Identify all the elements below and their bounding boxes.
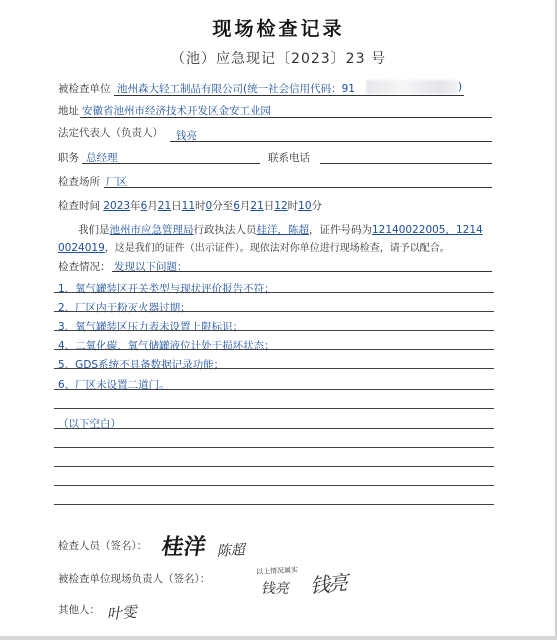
time-label: 检查时间 xyxy=(58,200,100,212)
inspected-unit-label: 被检查单位 xyxy=(58,83,111,95)
time-year-unit: 年 xyxy=(130,200,141,212)
site-person-signature-1: 钱亮 xyxy=(260,581,292,597)
intro-text-4: ，这是我们的证件（出示证件）。现依法对你单位进行现场检查，请予以配合。 xyxy=(104,243,450,254)
time-hour1-unit: 时 xyxy=(195,200,206,212)
intro-cert-2: 0024019 xyxy=(58,242,105,254)
time-day1: 21 xyxy=(157,200,172,212)
intro-text-2: 行政执法人员 xyxy=(193,224,257,236)
issue-item: 5、GDS系统不具备数据记录功能； xyxy=(58,359,225,371)
inspection-time xyxy=(58,198,322,213)
document-number: （池）应急现记〔2023〕23 号 xyxy=(171,51,386,67)
inspected-unit-value: 池州森大轻工制品有限公司(统一社会信用代码：91 xyxy=(117,83,355,95)
legal-rep-value: 钱亮 xyxy=(176,130,197,142)
issue-item: 2、厂区内干粉灭火器过期； xyxy=(58,302,191,314)
phone-label: 联系电话 xyxy=(268,152,310,164)
issue-rule xyxy=(54,349,494,350)
site-person-signature-note: 以上情况属实 xyxy=(255,565,299,577)
time-month2: 6 xyxy=(233,200,240,212)
position-underline xyxy=(82,163,260,164)
issue-rule xyxy=(54,330,494,331)
time-hour2: 12 xyxy=(274,200,288,212)
site-person-signature-label: 被检查单位现场负责人（签名）： xyxy=(58,573,211,585)
inspector-signature-1: 桂洋 xyxy=(159,534,208,560)
issue-rule xyxy=(54,368,494,369)
address-value: 安徽省池州市经济技术开发区金安工业园 xyxy=(82,105,271,117)
issue-item: 1、氧气罐装区开关类型与现状评价报告不符； xyxy=(58,283,275,295)
intro-line2 xyxy=(58,239,450,254)
issue-rule xyxy=(54,311,494,312)
situation-label: 检查情况： xyxy=(58,261,111,273)
inspector-signature-2: 陈超 xyxy=(216,541,248,561)
time-month1: 6 xyxy=(140,200,148,212)
situation-underline xyxy=(112,271,492,272)
blank-note: （以下空白） xyxy=(58,418,121,430)
phone-underline xyxy=(320,163,492,164)
address-underline xyxy=(80,117,492,118)
legal-rep-label: 法定代表人（负责人） xyxy=(58,127,163,139)
others-signature: 叶雯 xyxy=(106,602,140,624)
time-min1: 0 xyxy=(205,200,213,212)
issue-item: 3、氧气罐装区压力表未设置上限标识； xyxy=(58,321,244,333)
blank-rule xyxy=(54,504,494,505)
blank-rule xyxy=(54,447,494,448)
blank-rule xyxy=(54,485,494,486)
position-label: 职务 xyxy=(58,152,79,164)
time-day2-unit: 日 xyxy=(263,200,275,212)
intro-agency: 池州市应急管理局 xyxy=(109,224,194,236)
issue-item: 4、二氧化碳、氧气储罐液位计处于损坏状态； xyxy=(58,340,275,352)
blank-rule xyxy=(54,466,494,467)
page-edge-bottom xyxy=(0,636,557,640)
redacted-credit-code xyxy=(366,80,458,94)
time-day2: 21 xyxy=(250,200,264,212)
time-day1-unit: 日 xyxy=(171,200,182,212)
time-min2: 10 xyxy=(298,200,312,212)
situation-value: 发现以下问题： xyxy=(114,261,188,273)
inspected-unit-underline xyxy=(114,95,464,96)
position-value: 总经理 xyxy=(86,152,118,164)
issue-item: 6、厂区未设置二道门。 xyxy=(58,379,170,391)
inspected-unit-close: ) xyxy=(458,81,463,93)
legal-rep-underline xyxy=(170,141,492,142)
issue-rule xyxy=(54,292,494,293)
time-min1-unit: 分至 xyxy=(212,200,234,212)
intro-text-1: 我们是 xyxy=(78,224,110,236)
document-title: 现场检查记录 xyxy=(212,18,345,40)
intro-line1 xyxy=(78,222,483,237)
time-year: 2023 xyxy=(103,200,131,212)
time-hour2-unit: 时 xyxy=(287,200,299,212)
inspector-signature-label: 检查人员（签名）： xyxy=(58,540,148,552)
place-value: 厂区 xyxy=(106,176,127,188)
time-month2-unit: 月 xyxy=(239,200,251,212)
others-label: 其他人： xyxy=(58,604,100,616)
issue-rule xyxy=(54,389,494,390)
blank-rule xyxy=(54,428,494,429)
blank-rule xyxy=(54,408,494,409)
time-month1-unit: 月 xyxy=(147,200,158,212)
place-label: 检查场所 xyxy=(58,176,100,188)
time-hour1: 11 xyxy=(181,200,196,212)
time-min2-unit: 分 xyxy=(311,200,323,212)
address-label: 地址 xyxy=(58,105,79,117)
place-underline xyxy=(104,187,492,188)
site-person-signature-2: 钱亮 xyxy=(309,569,351,599)
intro-officers: 桂洋，陈超 xyxy=(256,224,309,236)
intro-cert-1: 12140022005，1214 xyxy=(372,224,483,236)
intro-text-3: ，证件号码为 xyxy=(309,224,372,236)
